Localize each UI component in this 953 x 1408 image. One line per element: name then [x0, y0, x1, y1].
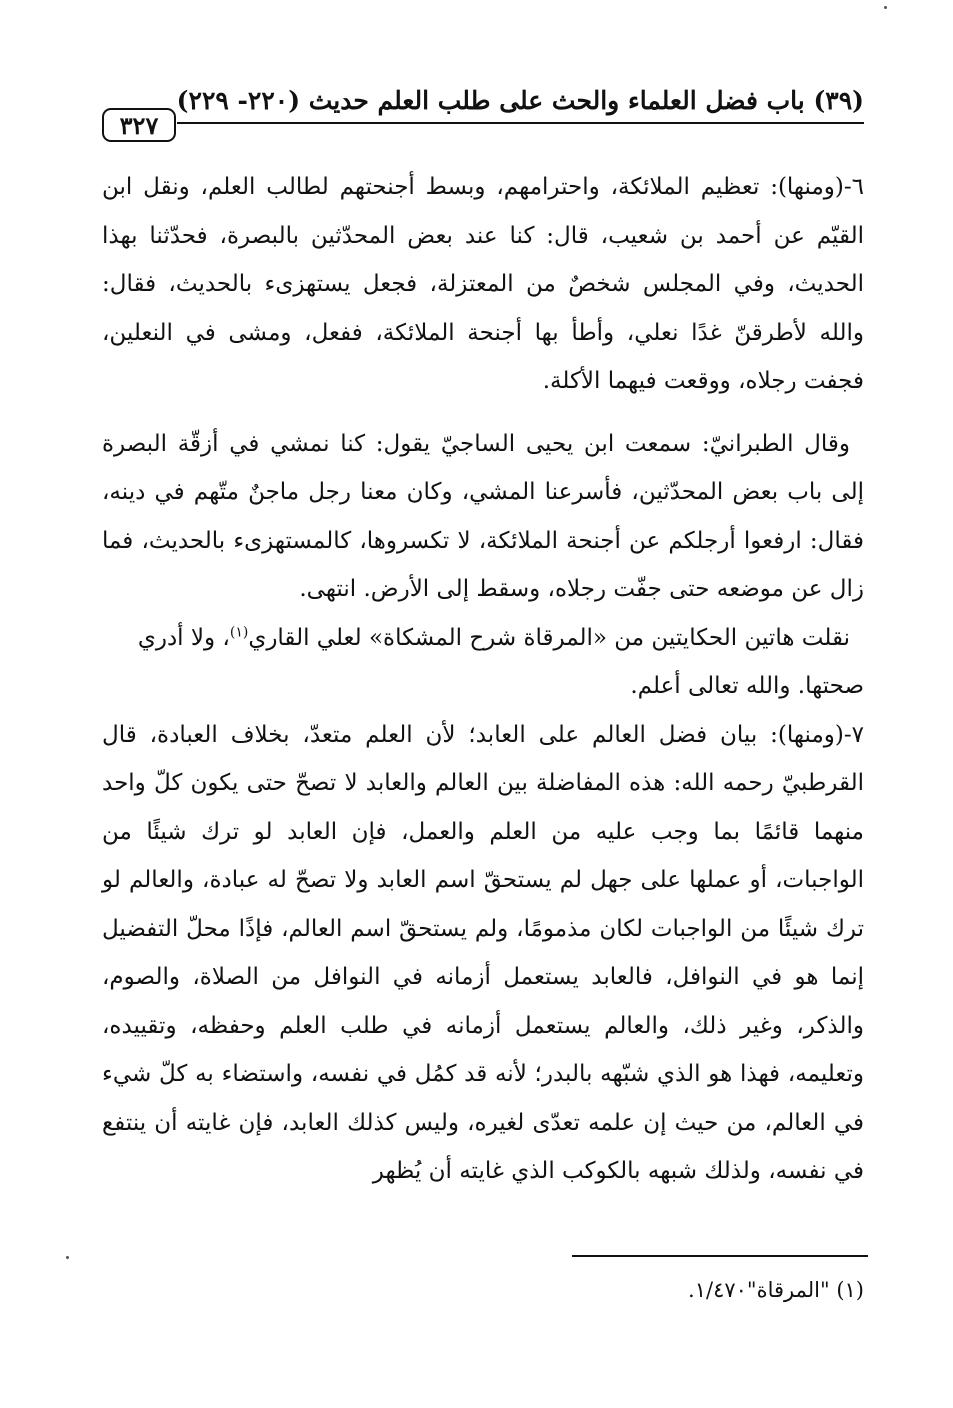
scan-speck	[66, 1256, 69, 1259]
paragraph-6: ٦-(ومنها): تعظيم الملائكة، واحترامهم، وبسط أجنحتهم لطالب العلم، ونقل ابن القيّم عن أحمد بن شعيب، قال: كنا عند بعض المحدّثين بالبصرة، فحدّثنا بهذا الحديث، وفي المجلس شخصٌ من المعتزلة، فجعل يستهزىء بالحديث، فقال: والله لأطرقنّ غدًا نعلي، وأطأ بها أجنحة الملائكة، ففعل، ومشى في النعلين، فجفت رجلاه، ووقعت فيهما الأكلة.	[102, 174, 864, 394]
paragraph-tabarani: وقال الطبرانيّ: سمعت ابن يحيى الساجيّ يقول: كنا نمشي في أزقّة البصرة إلى باب بعض المحدّثين، فأسرعنا المشي، وكان معنا رجل ماجنٌ متّهم في دينه، فقال: ارفعوا أرجلكم عن أجنحة الملائكة، لا تكسروها، كالمستهزىء بالحديث، فما زال عن موضعه حتى جفّت رجلاه، وسقط إلى الأرض. انتهى.	[102, 430, 864, 602]
paragraph-citation	[102, 614, 864, 663]
main-text	[102, 163, 864, 1196]
footnote-marker[interactable]: (١)	[229, 623, 249, 640]
footnote: (١) "المرقاة"١/٤٧٠.	[688, 1278, 864, 1302]
paragraph-7: ٧-(ومنها): بيان فضل العالم على العابد؛ لأن العلم متعدّ، بخلاف العبادة، قال القرطبيّ رحمه الله: هذه المفاضلة بين العالم والعابد لا تصحّ حتى يكون كلّ واحد منهما قائمًا بما وجب عليه من العلم والعمل، فإن العابد لو ترك شيئًا من الواجبات، أو عملها على جهل لم يستحقّ اسم العابد ولا تصحّ له عبادة، والعالم لو ترك شيئًا من الواجبات لكان مذمومًا، ولم يستحقّ اسم العالم، فإذًا محلّ التفضيل إنما هو في النوافل، فالعابد يستعمل أزمانه في النوافل من الصلاة، والصوم، والذكر، وغير ذلك، والعالم يستعمل أزمانه في طلب العلم وحفظه، وتقييده، وتعليمه، فهذا هو الذي شبّهه بالبدر؛ لأنه قد كمُل في نفسه، واستضاء به كلّ شيء في العالم، من حيث إن علمه تعدّى لغيره، وليس كذلك العابد، فإن غايته أن ينتفع في نفسه، ولذلك شبهه بالكوكب الذي غايته أن يُظهر	[102, 721, 864, 1184]
citation-text-end: ، ولا أدري	[137, 624, 230, 651]
page-number: ٣٢٧	[102, 108, 176, 142]
header-divider	[177, 122, 864, 124]
scan-speck	[884, 6, 887, 9]
paragraph-citation-cont: صحتها. والله تعالى أعلم.	[630, 673, 864, 699]
page-header	[102, 82, 864, 148]
footnote-divider	[572, 1255, 868, 1257]
citation-text: نقلت هاتين الحكايتين من «المرقاة شرح المشكاة» لعلي القاري	[248, 624, 850, 651]
chapter-heading: (٣٩) باب فضل العلماء والحث على طلب العلم حديث (٢٢٠- ٢٢٩)	[176, 86, 864, 115]
